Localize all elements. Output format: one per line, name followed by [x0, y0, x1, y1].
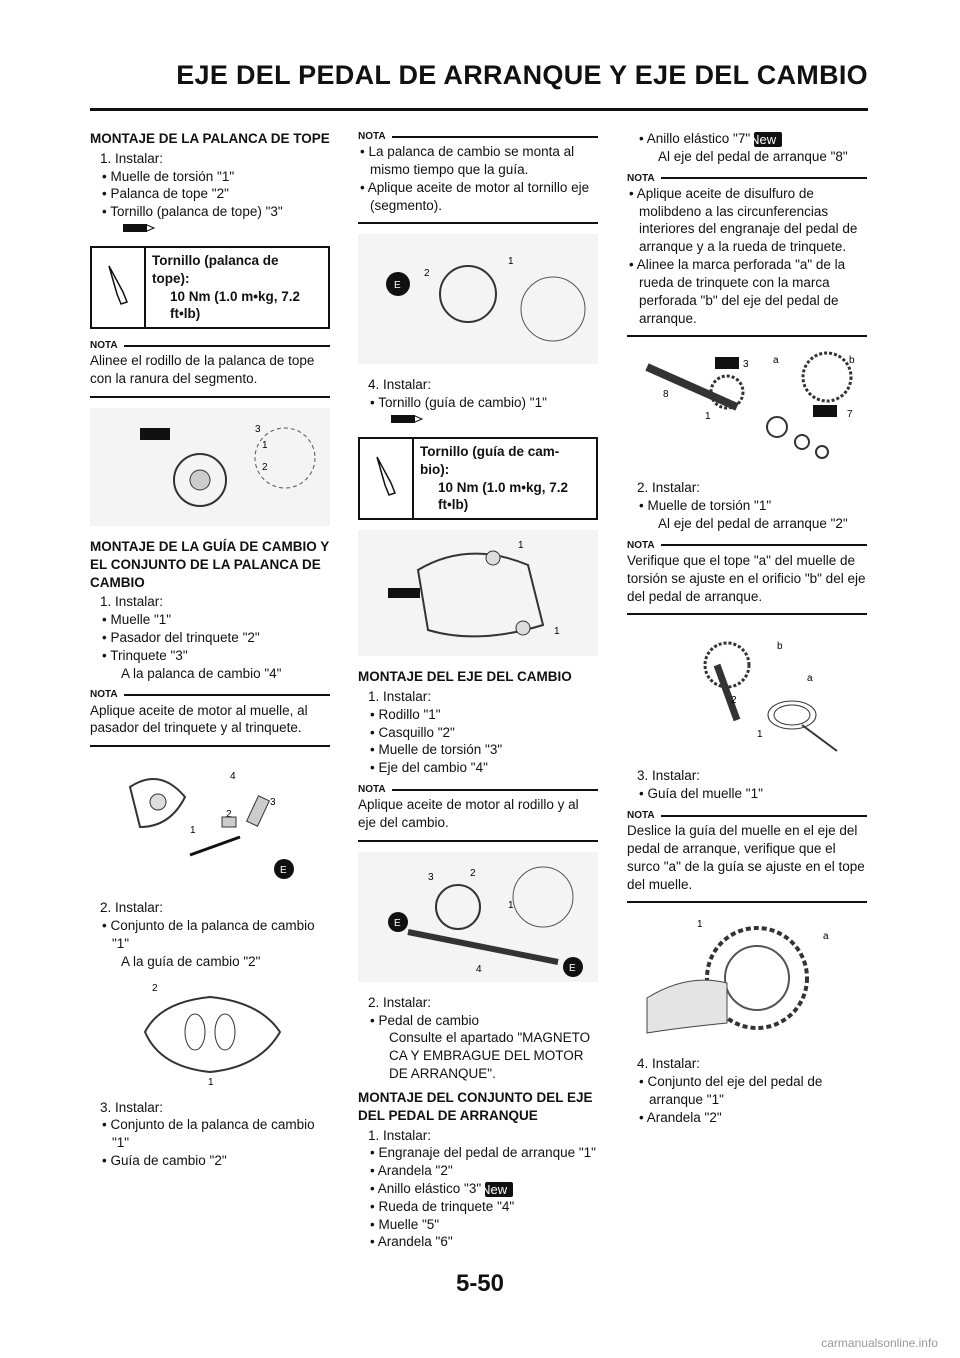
svg-text:2: 2 [424, 268, 430, 280]
watermark-text: carmanualsonline.info [821, 1336, 938, 1350]
note-label: NOTA [90, 339, 330, 352]
note-text: Alinee el rodillo de la palanca de tope con la ranura del segmento. [90, 353, 315, 387]
figure-spring-guide [627, 913, 867, 1043]
note-text: • La palanca de cambio se monta al mismo tiempo que la guía. [360, 144, 575, 177]
bullet: • Guía de cambio "2" [102, 1152, 227, 1168]
svg-text:1: 1 [508, 256, 514, 268]
svg-text:2: 2 [152, 982, 158, 994]
note-text: • Aplique aceite de disulfuro de molibdeno a las circunferencias interiores del engranaje del pedal de arranque y a la rueda de trinquete. [629, 185, 858, 255]
bullet: • Muelle "5" [370, 1216, 440, 1232]
page-title: EJE DEL PEDAL DE ARRANQUE Y EJE DEL CAMBIO [176, 60, 868, 90]
torque-label: tope): [152, 270, 190, 286]
figure-shift-guide-bolts [358, 530, 598, 656]
bullet: • Palanca de tope "2" [102, 186, 229, 202]
note-label: NOTA [358, 130, 598, 143]
note [90, 688, 330, 747]
svg-text:2: 2 [470, 867, 476, 879]
bullet: • Tornillo (palanca de tope) "3" [102, 204, 283, 220]
svg-text:4: 4 [230, 771, 236, 783]
new-badge: New [754, 132, 782, 147]
svg-text:E: E [280, 865, 287, 877]
bullet-text: • Anillo elástico "7" [639, 131, 751, 146]
torque-value: ft•lb) [438, 497, 469, 513]
svg-text:1: 1 [262, 439, 268, 451]
svg-text:a: a [773, 355, 779, 367]
bullet [627, 130, 867, 148]
bullet: • Engranaje del pedal de arranque "1" [370, 1145, 596, 1161]
figure-shift-guide [90, 977, 330, 1087]
note-label: NOTA [627, 809, 867, 822]
section-title: MONTAJE DEL CONJUNTO DEL EJE DEL PEDAL DE ARRANQUE [358, 1089, 593, 1123]
figure-torsion-spring [627, 625, 867, 755]
bullet: • Trinquete "3" [102, 647, 188, 663]
note-text: • Alinee la marca perforada "a" de la rueda de trinquete con la marca perforada "b" del eje del pedal de arranque. [629, 257, 846, 326]
section-title: MONTAJE DE LA GUÍA DE CAMBIO Y EL CONJUNTO DE LA PALANCA DE CAMBIO [90, 538, 330, 590]
step: 1. Instalar: [368, 688, 432, 704]
note-label: NOTA [358, 783, 598, 796]
sub-text: A la guía de cambio "2" [121, 953, 261, 969]
svg-text:1: 1 [554, 626, 560, 638]
bullet: • Tornillo (guía de cambio) "1" [370, 395, 547, 411]
step: 2. Instalar: [368, 994, 432, 1010]
svg-text:2: 2 [226, 809, 232, 821]
svg-text:a: a [807, 673, 813, 685]
figure-kick-axle-exploded [627, 347, 867, 467]
page-number: 5-50 [455, 1270, 505, 1297]
bullet: • Pedal de cambio [370, 1012, 480, 1028]
figure-shift-lever-mount [358, 234, 598, 364]
step: 1. Instalar: [100, 150, 164, 166]
svg-text:1: 1 [705, 411, 711, 423]
sub-text: Al eje del pedal de arranque "8" [658, 148, 848, 164]
step: 2. Instalar: [637, 480, 701, 496]
watermark [0, 1336, 960, 1352]
step: 1. Instalar: [100, 594, 164, 610]
note-label: NOTA [90, 688, 330, 701]
step: 4. Instalar: [368, 377, 432, 393]
bullet [358, 1180, 598, 1198]
svg-text:b: b [777, 641, 783, 653]
bullet: • Eje del cambio "4" [370, 760, 488, 776]
note-text: • Aplique aceite de motor al tornillo eje (segmento). [360, 179, 590, 213]
note-text: Aplique aceite de motor al rodillo y al eje del cambio. [358, 797, 579, 830]
torque-label: Tornillo (palanca de [152, 252, 279, 268]
note [90, 339, 330, 398]
sub-text: Consulte el apartado "MAGNETO CA Y EMBRAGUE DEL MOTOR DE ARRANQUE". [389, 1030, 591, 1082]
svg-text:3: 3 [743, 359, 749, 371]
note [627, 809, 867, 903]
bullet: • Pasador del trinquete "2" [102, 630, 260, 645]
svg-text:E: E [569, 962, 576, 974]
step: 3. Instalar: [100, 1099, 164, 1115]
bullet: • Rodillo "1" [370, 706, 441, 722]
torque-label: bio): [420, 461, 450, 477]
torque-value: 10 Nm (1.0 m•kg, 7.2 [170, 288, 301, 304]
step: 2. Instalar: [100, 900, 164, 916]
bullet: • Arandela "2" [639, 1109, 722, 1125]
torque-label: Tornillo (guía de cam- [420, 443, 560, 459]
svg-text:8: 8 [663, 389, 669, 401]
step: 1. Instalar: [368, 1127, 432, 1143]
note-text: Deslice la guía del muelle en el eje del pedal de arranque, verifique que el surco "a" de la guía se ajuste en el tope del muelle. [627, 823, 865, 892]
sub-text: Al eje del pedal de arranque "2" [658, 515, 848, 531]
header-rule [90, 108, 868, 111]
svg-text:2: 2 [262, 461, 268, 473]
torque-box [358, 437, 598, 520]
svg-text:E: E [394, 917, 401, 929]
column-3 [627, 130, 867, 1127]
step: 3. Instalar: [637, 768, 701, 784]
note [358, 783, 598, 842]
svg-text:3: 3 [255, 423, 261, 435]
note [627, 172, 867, 338]
svg-text:3: 3 [270, 797, 276, 809]
note-label: NOTA [627, 172, 867, 185]
svg-text:1: 1 [757, 729, 763, 741]
bullet: • Rueda de trinquete "4" [370, 1198, 515, 1214]
step: 4. Instalar: [637, 1056, 701, 1072]
bullet-text: • Anillo elástico "3" [370, 1180, 482, 1196]
svg-text:1: 1 [518, 540, 524, 552]
note-text: Verifique que el tope "a" del muelle de torsión se ajuste en el orificio "b" del eje del pedal de arranque. [627, 552, 866, 604]
bullet: • Conjunto de la palanca de cambio "1" [102, 1117, 315, 1151]
svg-text:1: 1 [508, 899, 514, 911]
bullet: • Arandela "6" [370, 1234, 453, 1250]
bullet: • Casquillo "2" [370, 724, 455, 740]
bullet: • Conjunto del eje del pedal de arranque "1" [639, 1074, 823, 1108]
svg-text:E: E [394, 280, 401, 292]
svg-text:2: 2 [731, 695, 737, 707]
svg-text:1: 1 [697, 919, 703, 931]
section-title: MONTAJE DE LA PALANCA DE TOPE [90, 131, 330, 146]
torque-value: 10 Nm (1.0 m•kg, 7.2 [438, 479, 569, 495]
svg-text:b: b [849, 355, 855, 367]
wrench-icon [92, 248, 146, 327]
wrench-icon [360, 439, 414, 518]
figure-stopper-lever [90, 408, 330, 526]
new-badge: New [485, 1182, 513, 1197]
sub-text: A la palanca de cambio "4" [121, 665, 282, 681]
bullet: • Conjunto de la palanca de cambio "1" [102, 918, 315, 951]
torque-value: ft•lb) [170, 306, 201, 322]
bullet: • Arandela "2" [370, 1163, 453, 1179]
column-2 [358, 130, 598, 1251]
svg-text:1: 1 [208, 1076, 214, 1087]
bullet: • Guía del muelle "1" [639, 786, 763, 802]
svg-text:3: 3 [428, 871, 434, 883]
section-title: MONTAJE DEL EJE DEL CAMBIO [358, 669, 572, 685]
note-text: Aplique aceite de motor al muelle, al pasador del trinquete y al trinquete. [90, 702, 308, 736]
threadlock-icon [358, 412, 598, 431]
bullet: • Muelle de torsión "1" [102, 168, 235, 184]
note [358, 130, 598, 224]
threadlock-icon [90, 221, 330, 240]
column-1 [90, 130, 330, 1170]
note [627, 539, 867, 616]
bullet: • Muelle de torsión "1" [639, 498, 772, 514]
note-label: NOTA [627, 539, 867, 552]
svg-text:1: 1 [190, 825, 196, 837]
bullet: • Muelle de torsión "3" [370, 742, 503, 758]
torque-box [90, 246, 330, 329]
svg-text:7: 7 [847, 409, 853, 421]
figure-shift-shaft [358, 852, 598, 982]
figure-ratchet-parts [90, 757, 330, 887]
svg-text:4: 4 [476, 963, 482, 975]
svg-text:a: a [823, 931, 829, 943]
bullet: • Muelle "1" [102, 612, 172, 628]
